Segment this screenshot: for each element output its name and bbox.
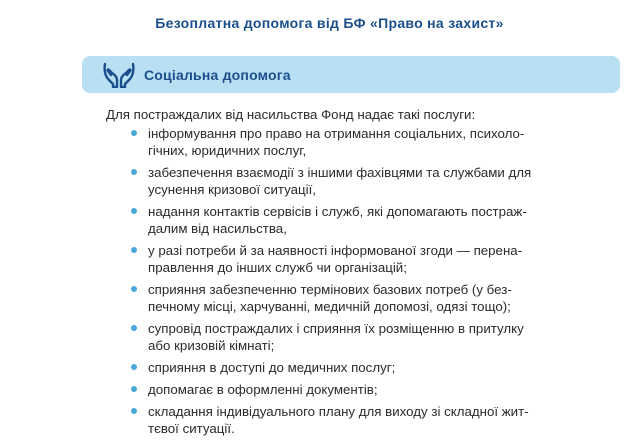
bullet-icon xyxy=(131,169,137,175)
list-item xyxy=(131,381,581,398)
list-item xyxy=(131,203,581,237)
bullet-icon xyxy=(131,286,137,292)
list-item-text: сприяння в доступі до медичних послуг; xyxy=(148,360,396,375)
list-item-text: надання контактів сервісів і служб, які допомагають постраж- xyxy=(148,204,527,219)
bullet-icon xyxy=(131,408,137,414)
bullet-icon xyxy=(131,247,137,253)
bullet-icon xyxy=(131,208,137,214)
list-item-text: у разі потреби й за наявності інформованої згоди — перена- xyxy=(148,243,523,258)
section-header-bar xyxy=(82,56,620,93)
list-item-text: інформування про право на отримання соціальних, психоло- xyxy=(148,126,525,141)
list-item-text: допомагає в оформленні документів; xyxy=(148,382,378,397)
list-item-text: складання індивідуального плану для виходу зі складної жит- xyxy=(148,404,529,419)
list-item xyxy=(131,359,581,376)
list-item xyxy=(131,164,581,198)
list-item xyxy=(131,320,581,354)
list-item-text: сприяння забезпеченню термінових базових потреб (у без- xyxy=(148,282,512,297)
list-item-text: гічних, юридичних послуг, xyxy=(148,143,307,158)
page-header xyxy=(0,15,629,33)
list-item-text: тєвої ситуації. xyxy=(148,421,235,436)
bullet-icon xyxy=(131,364,137,370)
bullet-icon xyxy=(131,325,137,331)
services-list xyxy=(131,125,581,442)
hands-icon xyxy=(103,62,135,88)
list-item-text: забезпечення взаємодії з іншими фахівцями та службами для xyxy=(148,165,532,180)
intro-text: Для постраждалих від насильства Фонд надає такі послуги: xyxy=(106,107,476,122)
list-item xyxy=(131,125,581,159)
list-item-text: або кризовій кімнаті; xyxy=(148,338,275,353)
section-title: Соціальна допомога xyxy=(144,66,291,83)
list-item-text: далим від насильства, xyxy=(148,221,287,236)
list-item-text: усунення кризової ситуації, xyxy=(148,182,316,197)
list-item-text: печному місці, харчуванні, медичній допомозі, одязі тощо); xyxy=(148,299,511,314)
list-item-text: правлення до інших служб чи організацій; xyxy=(148,260,407,275)
list-item-text: супровід постраждалих і сприяння їх розміщенню в притулку xyxy=(148,321,524,336)
page-title: Безоплатна допомога від БФ «Право на захист» xyxy=(155,15,504,31)
list-item xyxy=(131,403,581,437)
list-item xyxy=(131,281,581,315)
bullet-icon xyxy=(131,130,137,136)
bullet-icon xyxy=(131,386,137,392)
list-item xyxy=(131,242,581,276)
